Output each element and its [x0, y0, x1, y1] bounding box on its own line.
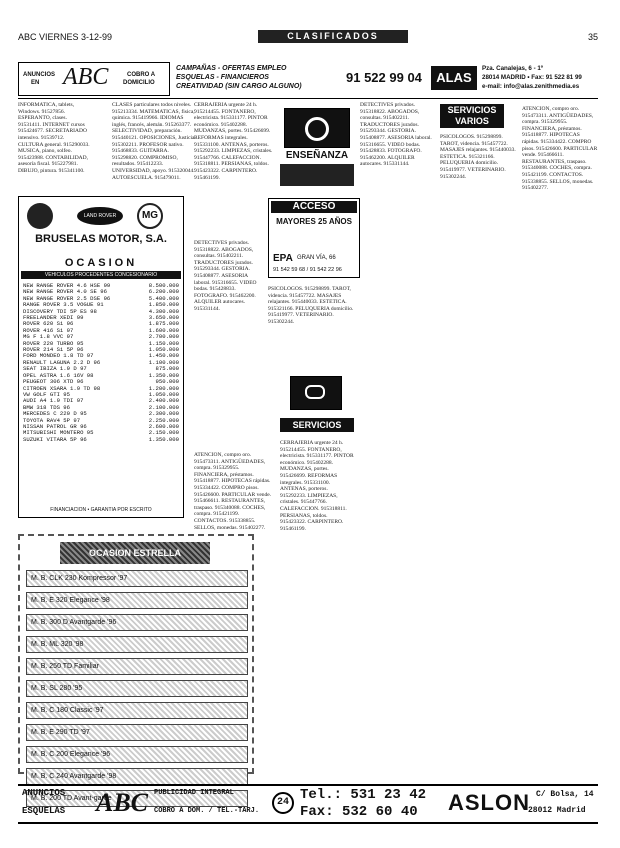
car-model: FORD MONDEO 1.8 TD 97 [23, 352, 94, 360]
car-model: RENAULT LAGUNA 2.2 D 96 [23, 358, 101, 366]
car-price: 1.100.000 [148, 358, 179, 366]
abc-logo: ABC [63, 64, 109, 90]
estrella-item: M. B. C 240 Avantgarde '98 [26, 768, 248, 785]
estrella-item: M. B. C 180 Classic '97 [26, 702, 248, 719]
column-6-text: ATENCION, compro oro. 915473311. ANTIGÜEDADES, compra. 915329955. FINANCIERA, préstamos. 915418877. HIPOTECAS rápidas. 915334422. COMPRO pisos. 915426600. PARTICULAR vende. 915466611. RESTAURANTES, traspaso. 915340088. COCHES, compra. 915421199. CONTACTOS. 915338855. SELLOS, monedas. 915402277. [194, 452, 272, 531]
bottom-address-2: 28012 Madrid [528, 806, 586, 815]
car-model: PEUGEOT 306 XTD 96 [23, 378, 84, 386]
bottom-anuncios: ANUNCIOS [22, 788, 66, 798]
car-price: 2.700.000 [148, 333, 179, 341]
car-model: NEW RANGE ROVER 4.6 HSE 99 [23, 282, 111, 289]
acceso-title: ACCESO [271, 201, 357, 213]
campaign-line-1: CAMPAÑAS - OFERTAS EMPLEO [176, 65, 287, 72]
land-rover-badge: LAND ROVER [77, 207, 123, 225]
car-price: 2.400.000 [148, 397, 179, 405]
car-model: VW GOLF GTI 95 [23, 390, 70, 398]
dealer-name: BRUSELAS MOTOR, S.A. [35, 233, 167, 245]
bottom-cobro: COBRO A DOM. / TEL.-TARJ. [154, 807, 260, 815]
estrella-item: M. B. E 320 Elegance '98 [26, 592, 248, 609]
car-model: NISSAN PATROL GR 96 [23, 422, 87, 430]
car-price: 1.150.000 [148, 339, 179, 347]
estrella-item: M. B. C 200 Elegance '96 [26, 746, 248, 763]
estrella-item: M. B. 200 TD Avant-garde [26, 790, 248, 807]
car-price: 1.050.000 [148, 346, 179, 354]
car-price: 950.000 [155, 378, 179, 386]
alas-logo: ALAS [431, 66, 477, 90]
ensenanza-bar [280, 164, 354, 186]
car-price: 1.350.000 [148, 435, 179, 443]
agency-address-1: Pza. Canalejas, 6 - 1º [482, 65, 544, 72]
agency-band [18, 62, 598, 99]
bottom-fax: Fax: 532 60 40 [300, 804, 418, 820]
car-model: ROVER 214 Si 5P 96 [23, 346, 84, 354]
column-7-text: CERRAJERIA urgente 24 h. 915214455. FONTANERO, electricista. 915331177. PINTOR económico. 915402288. MUDANZAS, portes. 915426699. REFORMAS integrales. 915331100. ANTENAS, porteros. 915292233. LIMPIEZAS, cristales. 915447766. CALEFACCION. 915318811. PERSIANAS, toldos. 915423322. CARPINTERO. 915461199. [280, 440, 354, 532]
car-price: 1.875.000 [148, 320, 179, 328]
column-5-text: PSICOLOGOS. 915298899. TAROT, videncia. 915457722. MASAJES relajantes. 915440033. ESTETICA. 915321166. PELUQUERIA domicilio. 915419977. VETERINARIO. 915302244. [268, 286, 354, 325]
servicios-varios-line-2: VARIOS [455, 116, 489, 126]
bottom-esquelas: ESQUELAS [22, 806, 66, 816]
bottom-abc-logo: ABC [96, 788, 149, 817]
car-list [23, 283, 179, 443]
page-number: 35 [587, 32, 598, 42]
car-model: SUZUKI VITARA 5P 96 [23, 435, 87, 443]
car-model: NEW RANGE ROVER 2.5 DSE 96 [23, 294, 111, 302]
bottom-phone: Tel.: 531 23 42 [300, 787, 427, 803]
car-listing [23, 437, 179, 443]
car-model: NEW RANGE ROVER 4.0 SE 96 [23, 288, 107, 296]
car-price: 875.000 [155, 365, 179, 373]
servicios-varios-heading [440, 104, 504, 128]
car-price: 3.650.000 [148, 314, 179, 322]
aslon-logo: ASLON [448, 790, 530, 815]
epa-address: GRAN VÍA, 66 [297, 255, 336, 261]
car-model: RANGE ROVER 3.5 VOGUE 91 [23, 301, 104, 309]
ensenanza-heading: ENSEÑANZA [285, 150, 349, 161]
epa-logo: EPA [273, 253, 293, 264]
car-model: SEAT IBIZA 1.9 D 97 [23, 365, 87, 373]
servicios-varios-line-1: SERVICIOS [447, 105, 497, 115]
column-3-text: CERRAJERIA urgente 24 h. 915214455. FONTANERO, electricista. 915331177. PINTOR económico. 915402288. MUDANZAS, portes. 915426699. REFORMAS integrales. 915331100. ANTENAS, porteros. 915292233. LIMPIEZAS, cristales. 915447766. CALEFACCION. 915318811. PERSIANAS, toldos. 915423322. CARPINTERO. 915461199. [194, 102, 273, 181]
dealer-ad [18, 196, 184, 518]
campaign-line-2: ESQUELAS - FINANCIEROS [176, 74, 269, 81]
car-price: 1.200.000 [148, 384, 179, 392]
car-model: FREELANDER XEDI 99 [23, 314, 84, 322]
column-9-text: PSICOLOGOS. 915298899. TAROT, videncia. 915457722. MASAJES relajantes. 915440033. ESTETICA. 915321166. PELUQUERIA domicilio. 915419977. VETERINARIO. 915302244. [440, 134, 516, 180]
mg-emblem-icon: MG [137, 203, 163, 229]
bottom-banner [18, 784, 598, 824]
column-2-text: CLASES particulares todos niveles. 915213334. MATEMATICAS, fisica, quimica. 915419966. IDIOMAS inglés, francés, alemán. 915263377. SELECTIVIDAD, preparación. 915440121. OPOSICIONES, Justicia. 915302211. PROFESOR nativo. 915468833. GUITARRA. 915298820. COMPROMISO, resultados. 915412233. UNIVERSIDAD, apoyo. 915320044. AUTOESCUELA. 915479011. [112, 102, 196, 181]
car-price: 8.500.000 [148, 282, 179, 289]
car-price: 1.600.000 [148, 326, 179, 334]
ad-label-4: DOMICILIO [123, 80, 155, 86]
car-model: MITSUBISHI MONTERO 95 [23, 429, 94, 437]
column-8-text: DETECTIVES privados. 915318822. ABOGADOS, consultas. 915402211. TRADUCTORES jurados. 915293344. GESTORIA. 915408877. ASESORIA laboral. 915316655. VIDEO bodas. 915428833. FOTOGRAFO. 915462200. ALQUILER autocares. 915331144. [360, 102, 432, 168]
campaign-line-3: CREATIVIDAD (SIN CARGO ALGUNO) [176, 83, 302, 90]
page-header [18, 30, 598, 44]
car-price: 1.850.000 [148, 301, 179, 309]
car-model: ROVER 220 TURBO 95 [23, 339, 84, 347]
section-title: CLASIFICADOS [258, 30, 408, 43]
car-model: AUDI A4 1.9 TDI 97 [23, 397, 84, 405]
estrella-title: OCASION ESTRELLA [60, 542, 210, 564]
bottom-publicidad: PUBLICIDAD INTEGRAL [154, 789, 234, 797]
car-model: ROVER 620 Si 96 [23, 320, 74, 328]
mayores-title: MAYORES 25 AÑOS [276, 217, 352, 226]
car-key-image [290, 376, 342, 410]
car-price: 2.150.000 [148, 429, 179, 437]
dealer-caption: VEHICULOS PROCEDENTES CONCESIONARIO [21, 271, 181, 279]
car-price: 2.100.000 [148, 403, 179, 411]
car-model: OPEL ASTRA 1.6 16V 98 [23, 371, 94, 379]
ad-label-2: EN [31, 80, 40, 86]
ad-label-1: ANUNCIOS [23, 72, 56, 78]
car-model: CITROEN XSARA 1.9 TD 98 [23, 384, 101, 392]
column-1-text: INFORMATICA, tablets, Windows. 91527856. ESPERANTO, clases. 91531411. INTERNET cursos 915424677. SECRETARIADO intensivo. 91539712. CULTURA general. 915290033. MUSICA, piano, solfeo. 915423988. CONTABILIDAD, asesoría fiscal. 915227981. DIBUJO, pintura. 915341100. [18, 102, 90, 174]
agency-address-2: 28014 MADRID • Fax: 91 522 81 99 [482, 74, 582, 81]
hours-badge: 24 [272, 792, 294, 814]
car-price: 1.350.000 [148, 371, 179, 379]
jaguar-emblem-icon [27, 203, 53, 229]
estrella-item: M. B. 300 D Avantgarde '96 [26, 614, 248, 631]
abc-ad-box [18, 62, 170, 96]
agency-email: e-mail: info@alas.zenithmedia.es [482, 83, 580, 90]
car-price: 1.450.000 [148, 352, 179, 360]
estrella-item: M. B. CLK 230 Kompressor '97 [26, 570, 248, 587]
car-price: 5.400.000 [148, 294, 179, 302]
estrella-item: M. B. E 290 TD '97 [26, 724, 248, 741]
car-key-icon [305, 385, 325, 399]
car-model: TOYOTA RAV4 5P 97 [23, 416, 81, 424]
car-price: 4.300.000 [148, 307, 179, 315]
column-10-text: ATENCION, compro oro. 915473311. ANTIGÜEDADES, compra. 915329955. FINANCIERA, préstamos. 915418877. HIPOTECAS rápidas. 915334422. COMPRO pisos. 915426600. PARTICULAR vende. 915466611. RESTAURANTES, traspaso. 915340088. COCHES, compra. 915421199. CONTACTOS. 915338855. SELLOS, monedas. 915402277. [522, 106, 598, 192]
car-price: 6.200.000 [148, 288, 179, 296]
column-4-text: DETECTIVES privados. 915318822. ABOGADOS, consultas. 915402211. TRADUCTORES jurados. 915293344. GESTORIA. 915408877. ASESORIA laboral. 915316655. VIDEO bodas. 915428833. FOTOGRAFO. 915462200. ALQUILER autocares. 915331144. [194, 240, 257, 312]
keys-image [284, 108, 350, 148]
car-price: 2.250.000 [148, 416, 179, 424]
acceso-ad [268, 198, 360, 278]
ad-label-3: COBRO A [127, 72, 156, 78]
car-price: 2.300.000 [148, 410, 179, 418]
car-model: BMW 318 TDS 96 [23, 403, 70, 411]
car-price: 2.600.000 [148, 422, 179, 430]
dealer-footer: FINANCIACION • GARANTIA POR ESCRITO [50, 507, 152, 513]
estrella-item: M. B. ML 320 '98 [26, 636, 248, 653]
issue-date: ABC VIERNES 3-12-99 [18, 32, 113, 42]
car-model: MG F 1.8 VVC 97 [23, 333, 74, 341]
estrella-item: M. B. SL 280 '95 [26, 680, 248, 697]
car-model: DISCOVERY TDI 5P ES 98 [23, 307, 97, 315]
estrella-item: M. B. 250 TD Familiar [26, 658, 248, 675]
car-model: ROVER 416 Si 97 [23, 326, 74, 334]
car-price: 1.050.000 [148, 390, 179, 398]
epa-phone: 91 542 59 68 / 91 542 22 96 [273, 267, 342, 273]
key-ring-icon [305, 117, 329, 141]
servicios-heading: SERVICIOS [280, 418, 354, 432]
dealer-subtitle: OCASION [64, 257, 138, 269]
bottom-address-1: C/ Bolsa, 14 [536, 790, 594, 799]
car-model: MERCEDES C 220 D 95 [23, 410, 87, 418]
agency-phone: 91 522 99 04 [346, 70, 422, 85]
